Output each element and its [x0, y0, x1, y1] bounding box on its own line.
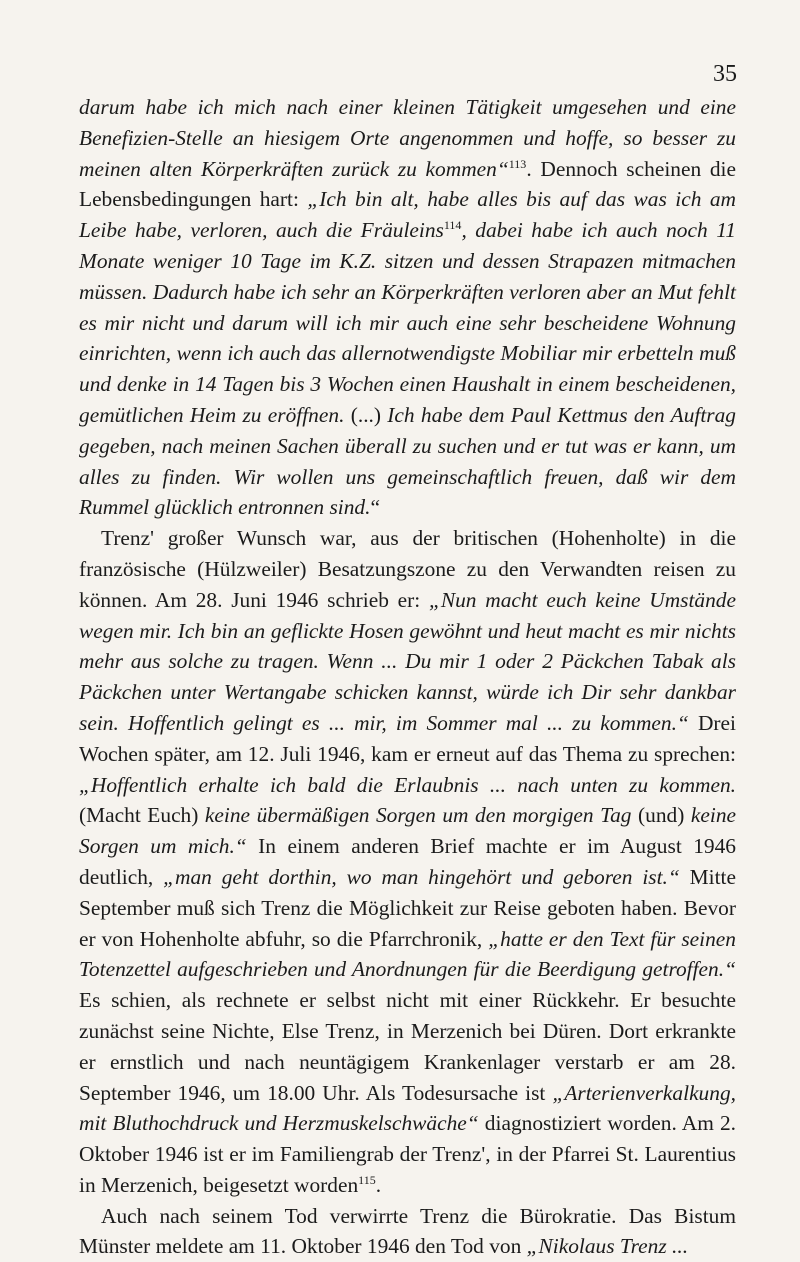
- text-segment: , dabei habe ich auch noch 11 Monate weniger 10 Tage im K.Z. sitzen und dessen Strapazen mitmachen müssen. Dadurch habe ich sehr an Körperkräften verloren aber an Mut fehlt es mir nicht und darum will ich mir auch eine sehr bescheidene Wohnung einrichten, wenn ich auch das allernotwendigste Mobiliar mir erbetteln muß und denke in 14 Tagen bis 3 Wochen einen Haushalt in einem bescheidenen, gemütlichen Heim zu eröffnen.: [79, 218, 736, 427]
- body-text: [79, 92, 736, 1262]
- text-segment: (und): [631, 803, 691, 828]
- text-segment: „hatte er den Text für seinen Totenzettel aufgeschrieben und Anordnungen für die Beerdigung getroffen.“: [79, 926, 736, 982]
- footnote-ref: 115: [358, 1172, 376, 1187]
- text-segment: .: [375, 1172, 382, 1197]
- page-number: 35: [713, 61, 737, 87]
- text-segment: keine Sorgen um mich.“: [79, 803, 737, 859]
- footnote-ref: 114: [443, 218, 462, 233]
- text-segment: diagnostiziert worden. Am 2. Oktober 1946 ist er im Familiengrab der Trenz', in der Pfarrei St. Laurentius in Merzenich, beigesetzt worden: [79, 1111, 736, 1197]
- text-segment: „Arterienverkalkung, mit Bluthochdruck und Herzmuskelschwäche“: [79, 1080, 736, 1136]
- footnote-ref: 113: [508, 156, 527, 171]
- text-segment: „man geht dorthin, wo man hingehört und geboren ist.“: [163, 864, 680, 889]
- text-segment: „Hoffentlich erhalte ich bald die Erlaubnis ... nach unten zu kommen.: [79, 772, 736, 797]
- text-segment: Trenz' großer Wunsch war, aus der britischen (Hohenholte) in die französische (Hülzweiler) Besatzungszone zu den Verwandten reisen zu können. Am 28. Juni 1946 schrieb er:: [79, 526, 736, 612]
- text-segment: „Ich bin alt, habe alles bis auf das was ich am Leibe habe, verloren, auch die Fräuleins: [79, 187, 736, 243]
- paragraph: [79, 92, 736, 523]
- text-segment: (...): [350, 402, 382, 427]
- text-segment: darum habe ich mich nach einer kleinen Tätigkeit umgesehen und eine Benefizien-Stelle an hiesigem Orte angenommen und hoffe, so besser zu meinen alten Körperkräften zurück zu kommen: [79, 95, 736, 181]
- text-segment: „Nikolaus Trenz ...: [526, 1234, 689, 1259]
- text-segment: . Dennoch scheinen die Lebensbedingungen hart:: [79, 156, 736, 212]
- paragraph: [79, 1201, 736, 1262]
- text-segment: Mitte September muß sich Trenz die Möglichkeit zur Reise geboten haben. Bevor er von Hohenholte abfuhr, so die Pfarrchronik,: [79, 864, 736, 951]
- text-segment: Ich habe dem Paul Kettmus den Auftrag gegeben, nach meinen Sachen überall zu suchen und er tut was er kann, um alles zu finden. Wir wollen uns gemeinschaftlich freuen, daß wir dem Rummel glücklich entronnen sind.: [79, 402, 736, 520]
- text-segment: “: [496, 156, 509, 181]
- paragraph: [79, 523, 736, 1201]
- text-segment: Auch nach seinem Tod verwirrte Trenz die Bürokratie. Das Bistum Münster meldete am 11. Oktober 1946 den Tod von: [79, 1203, 736, 1259]
- text-segment: (Macht Euch): [79, 803, 205, 828]
- text-segment: In einem anderen Brief machte er im August 1946 deutlich,: [79, 834, 737, 889]
- text-segment: keine übermäßigen Sorgen um den morgigen Tag: [204, 803, 632, 828]
- text-segment: Drei Wochen später, am 12. Juli 1946, kam er erneut auf das Thema zu sprechen:: [79, 710, 736, 766]
- text-segment: Es schien, als rechnete er selbst nicht mit einer Rückkehr. Er besuchte zunächst seine Nichte, Else Trenz, in Merzenich bei Düren. Dort erkrankte er ernstlich und nach neuntägigem Krankenlager verstarb er am 28. September 1946, um 18.00 Uhr. Als Todesursache ist: [79, 988, 736, 1105]
- text-segment: „Nun macht euch keine Umstände wegen mir. Ich bin an geflickte Hosen gewöhnt und heut macht es mir nichts mehr aus solche zu tragen. Wenn ... Du mir 1 oder 2 Päckchen Tabak als Päckchen unter Wertangabe schicken kannst, würde ich Dir sehr dankbar sein. Hoffentlich gelingt es ... mir, im Sommer mal ... zu kommen.“: [79, 587, 737, 735]
- text-segment: “: [370, 495, 380, 520]
